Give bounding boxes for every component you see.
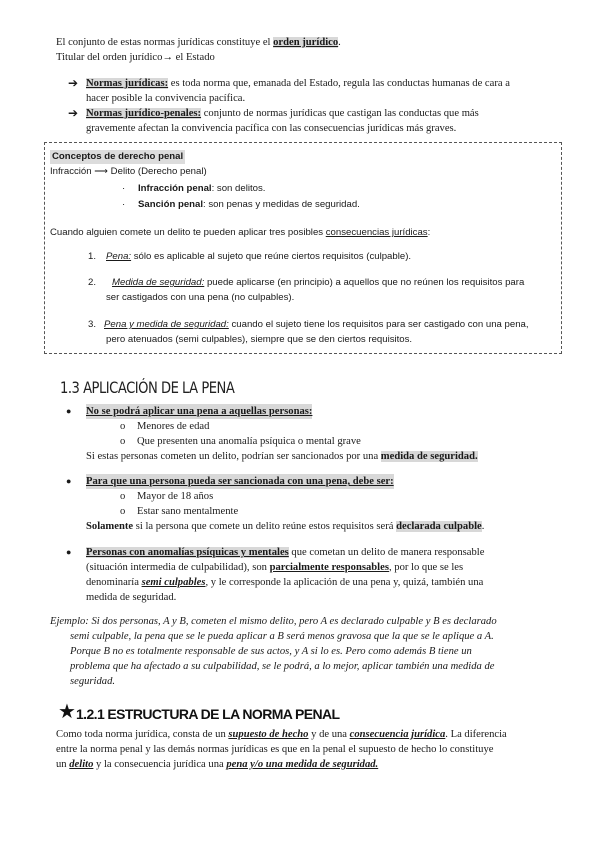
bullet-2-title: Para que una persona pueda ser sancionada con una pena, debe ser:	[86, 476, 394, 487]
bullet-1-title: No se podrá aplicar una pena a aquellas personas:	[86, 406, 313, 417]
example-line-4: problema que ha afectado a su culpabilidad, se le podrá, a lo mejor, aplicar también una medida de	[70, 661, 495, 672]
cons-end: :	[427, 227, 431, 238]
structure-line-1	[56, 727, 507, 742]
b3-text: (situación intermedia de culpabilidad), son	[86, 562, 270, 573]
example-line-1: Ejemplo: Si dos personas, A y B, cometen el mismo delito, pero A es declarado culpable y B es declarado	[50, 616, 497, 627]
item-term: Normas jurídico-penales:	[86, 108, 202, 119]
note-term: declarada culpable	[396, 521, 482, 532]
dot-icon: ·	[122, 199, 126, 210]
sub-bullet-icon: o	[120, 506, 126, 517]
example-line-3: Porque B no es totalmente responsable de sus actos, y A si lo es. Pero como además B tiene un	[70, 646, 472, 657]
cons-term: consecuencias jurídicas	[325, 227, 428, 238]
cons-item-term: Pena:	[106, 251, 132, 262]
box-consequences	[50, 226, 430, 240]
bullet-icon: ●	[66, 406, 72, 416]
box-title: Conceptos de derecho penal	[52, 151, 184, 162]
bullet-3-line-2	[86, 560, 463, 575]
delito-term: delito	[69, 759, 94, 770]
bullet-2-sub-2: Estar sano mentalmente	[137, 506, 239, 517]
pena-term: pena y/o una medida de seguridad.	[226, 759, 379, 770]
sub-bullet-icon: o	[120, 491, 126, 502]
example-line-2: semi culpable, la pena que se le pueda aplicar a B será menos gravosa que la que se le aplique a A.	[70, 631, 494, 642]
arrow-icon: ➔	[68, 76, 79, 90]
consequence-item-2	[112, 276, 524, 290]
consequence-item-1	[106, 250, 411, 264]
b3-text: , por lo que se les	[388, 562, 464, 573]
list-number: 1.	[88, 251, 97, 262]
star-icon: ★	[58, 701, 76, 723]
cons-item-line: cuando el sujeto tiene los requisitos para ser castigado con una pena,	[228, 319, 529, 330]
sub-term: Sanción penal	[138, 199, 204, 210]
sub-term: Infracción penal	[138, 183, 212, 194]
struct-text: y de una	[308, 729, 350, 740]
sub-text: : son penas y medidas de seguridad.	[203, 199, 360, 210]
b3-term: Personas con anomalías psíquicas y mentales	[86, 547, 289, 558]
item-normas-penales	[86, 106, 560, 121]
cons-item-term: Medida de seguridad:	[112, 277, 205, 288]
struct-text: . La diferencia	[445, 729, 507, 740]
dot-icon: ·	[122, 183, 126, 194]
note-end: .	[481, 521, 485, 532]
intro-end: .	[338, 37, 341, 48]
list-number: 2.	[88, 277, 97, 288]
orden-juridico-term: orden jurídico	[273, 37, 339, 48]
list-number: 3.	[88, 319, 97, 330]
cons-item-line: sólo es aplicable al sujeto que reúne ciertos requisitos (culpable).	[131, 251, 412, 262]
bullet-1-sub-1: Menores de edad	[137, 421, 210, 432]
intro-line-2: Titular del orden jurídico→ el Estado	[56, 52, 215, 63]
intro-text: El conjunto de estas normas jurídicas constituye el	[56, 37, 274, 48]
cons-item-line: puede aplicarse (en principio) a aquellos que no reúnen los requisitos para	[204, 277, 525, 288]
sub-text: : son delitos.	[211, 183, 266, 194]
box-infraction: Infracción ⟶ Delito (Derecho penal)	[50, 166, 207, 177]
bullet-2-note	[86, 519, 484, 534]
bullet-3-line-4: medida de seguridad.	[86, 592, 177, 603]
supuesto-term: supuesto de hecho	[228, 729, 309, 740]
bullet-3-line-1	[86, 545, 484, 560]
sub-bullet-icon: o	[120, 421, 126, 432]
consequence-item-2-cont: ser castigados con una pena (no culpables).	[106, 292, 295, 303]
sub-bullet-icon: o	[120, 436, 126, 447]
note-prefix: Solamente	[86, 521, 134, 532]
item-term: Normas jurídicas:	[86, 78, 169, 89]
section-heading-1-3: 1.3 APLICACIÓN DE LA PENA	[60, 378, 235, 397]
consecuencia-term: consecuencia jurídica	[349, 729, 446, 740]
note-text: Si estas personas cometen un delito, podrían ser sancionados por una	[86, 451, 381, 462]
item-line: es toda norma que, emanada del Estado, regula las conductas humanas de cara a	[168, 78, 510, 89]
b3-term-2: parcialmente responsables	[269, 562, 389, 573]
section-heading-1-2-1: 1.2.1 ESTRUCTURA DE LA NORMA PENAL	[76, 706, 340, 722]
structure-line-3	[56, 757, 378, 772]
cons-text: Cuando alguien comete un delito te pueden aplicar tres posibles	[50, 227, 326, 238]
item-normas-juridicas	[86, 76, 556, 91]
item-line-cont: gravemente afectan la convivencia pacífica con las consecuencias jurídicas más graves.	[86, 123, 457, 134]
bullet-icon: ●	[66, 476, 72, 486]
bullet-2-sub-1: Mayor de 18 años	[137, 491, 214, 502]
cons-item-term: Pena y medida de seguridad:	[104, 319, 229, 330]
bullet-1-note	[86, 449, 478, 464]
bullet-1-sub-2: Que presenten una anomalía psíquica o mental grave	[137, 436, 361, 447]
box-sub-2	[138, 198, 360, 212]
consequence-item-3-cont: pero atenuados (semi culpables), siempre que se den ciertos requisitos.	[106, 334, 413, 345]
arrow-icon: ➔	[68, 106, 79, 120]
note-term: medida de seguridad.	[380, 451, 478, 462]
struct-text: un	[56, 759, 70, 770]
item-line-cont: hacer posible la convivencia pacífica.	[86, 93, 246, 104]
structure-line-2: entre la norma penal y las demás normas jurídicas es que en la penal el supuesto de hecho lo constituye	[56, 744, 494, 755]
consequence-item-3	[104, 318, 529, 332]
b3-term-3: semi culpables	[141, 577, 206, 588]
bullet-icon: ●	[66, 547, 72, 557]
intro-line-1	[56, 35, 341, 50]
box-sub-1	[138, 182, 265, 196]
bullet-3-line-3	[86, 575, 483, 590]
note-text: si la persona que comete un delito reúne estos requisitos será	[133, 521, 397, 532]
struct-text: Como toda norma jurídica, consta de un	[56, 729, 229, 740]
item-line: conjunto de normas jurídicas que castigan las conductas que más	[201, 108, 479, 119]
example-line-5: seguridad.	[70, 676, 116, 687]
b3-text: denominaría	[86, 577, 142, 588]
b3-text: , y le corresponde la aplicación de una pena y, quizá, también una	[205, 577, 484, 588]
b3-text: que cometan un delito de manera responsable	[288, 547, 485, 558]
struct-text: y la consecuencia jurídica una	[93, 759, 227, 770]
